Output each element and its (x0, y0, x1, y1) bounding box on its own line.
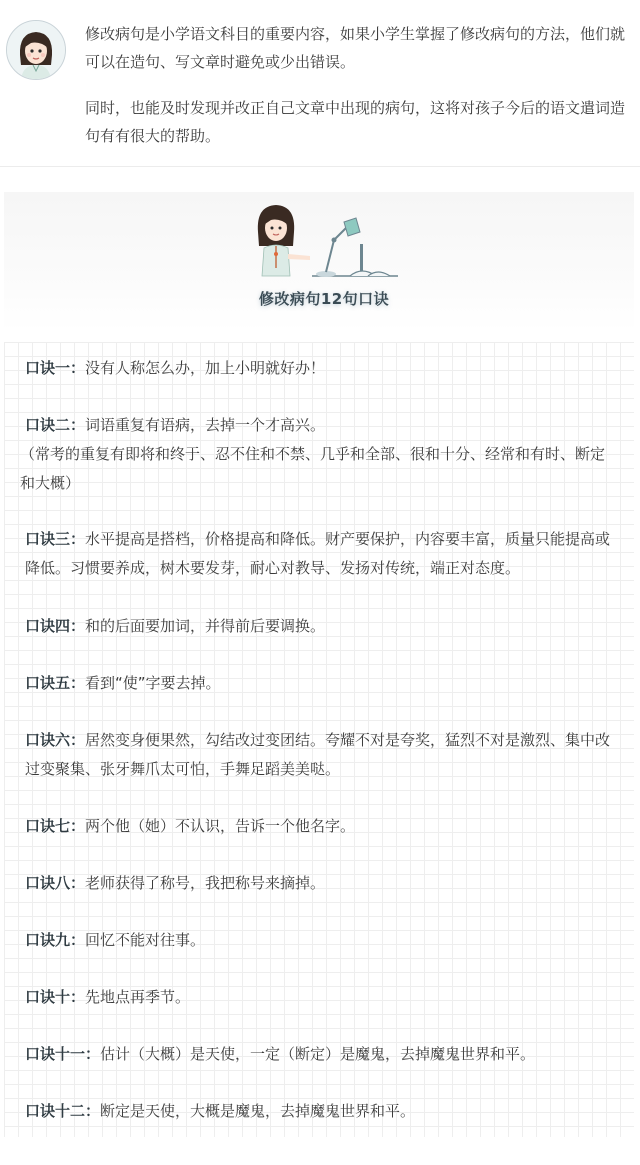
intro-text (85, 20, 630, 168)
rule-text: 老师获得了称号，我把称号来摘掉。 (85, 874, 326, 892)
intro-section (0, 0, 640, 168)
rule-note: （常考的重复有即将和终于、忍不住和不禁、几乎和全部、很和十分、经常和有时、断定和大概） (20, 445, 606, 492)
divider (0, 166, 640, 167)
rule-label: 口诀八： (25, 874, 86, 892)
list-item (20, 411, 615, 498)
rule-label: 口诀四： (25, 617, 86, 635)
rule-text: 和的后面要加词，并得前后要调换。 (85, 617, 326, 635)
rule-text: 先地点再季节。 (85, 988, 191, 1006)
rule-label: 口诀七： (25, 817, 86, 835)
rule-text: 看到“使”字要去掉。 (85, 674, 221, 692)
list-item (25, 869, 615, 898)
rule-text: 两个他（她）不认识，告诉一个他名字。 (85, 817, 356, 835)
rule-text: 估计（大概）是天使，一定（断定）是魔鬼，去掉魔鬼世界和平。 (100, 1045, 536, 1063)
list-item (25, 983, 615, 1012)
rule-label: 口诀六： (25, 731, 86, 749)
rule-label: 口诀十： (25, 988, 86, 1006)
girl-with-desk-lamp-illustration (252, 196, 402, 278)
rule-label: 口诀五： (25, 674, 86, 692)
rule-text: 词语重复有语病，去掉一个才高兴。 (85, 416, 326, 434)
rule-label: 口诀十二： (25, 1102, 101, 1120)
rule-text: 回忆不能对往事。 (85, 931, 206, 949)
banner (4, 192, 634, 332)
list-item (25, 525, 615, 583)
list-item (25, 612, 615, 641)
rule-label: 口诀十一： (25, 1045, 101, 1063)
rule-text: 断定是天使，大概是魔鬼，去掉魔鬼世界和平。 (100, 1102, 416, 1120)
list-item (25, 1097, 615, 1126)
list-item (25, 1040, 615, 1069)
list-item (25, 669, 615, 698)
list-item (25, 726, 615, 784)
intro-paragraph: 同时，也能及时发现并改正自己文章中出现的病句，这将对孩子今后的语文遣词造句有有很大的帮助。 (85, 99, 626, 145)
list-item (25, 926, 615, 955)
list-item (25, 812, 615, 841)
list-item (25, 354, 615, 383)
rule-label: 口诀三： (25, 530, 86, 548)
rule-label: 口诀二： (25, 416, 86, 434)
rule-text: 水平提高是搭档，价格提高和降低。财产要保护，内容要丰富，质量只能提高或降低。习惯要养成，树木要发芽，耐心对教导、发扬对传统，端正对态度。 (25, 530, 611, 577)
rule-text: 居然变身便果然，勾结改过变团结。夸耀不对是夸奖，猛烈不对是激烈、集中改过变聚集、张牙舞爪太可怕，手舞足蹈美美哒。 (25, 731, 611, 778)
rule-label: 口诀九： (25, 931, 86, 949)
intro-paragraph: 修改病句是小学语文科目的重要内容，如果小学生掌握了修改病句的方法，他们就可以在造句、写文章时避免或少出错误。 (85, 25, 626, 71)
rule-text: 没有人称怎么办，加上小明就好办！ (85, 359, 326, 377)
banner-title: 修改病句12句口诀 (258, 290, 390, 308)
rule-label: 口诀一： (25, 359, 86, 377)
girl-avatar-icon (6, 20, 66, 80)
